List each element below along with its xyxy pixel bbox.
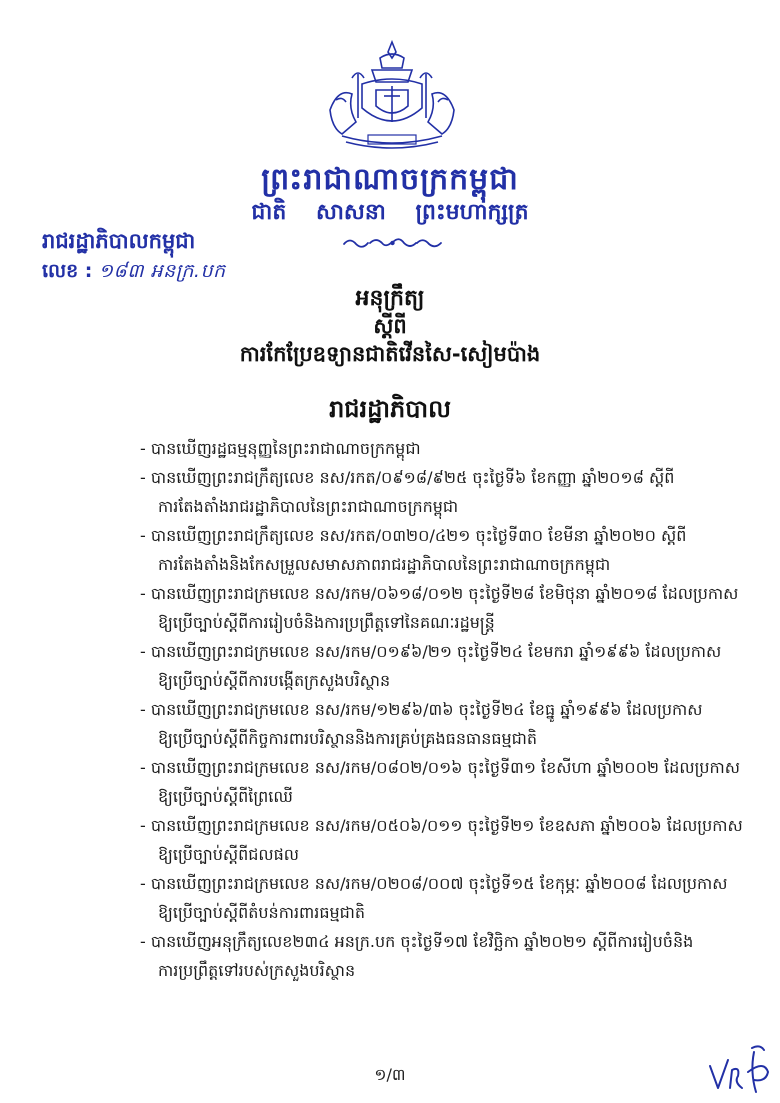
clause-item [140, 753, 745, 811]
clause-line: - បានឃើញព្រះរាជក្រមលេខ នស/រកម/០៥០៦/០១១ ចុះថ្ងៃទី២១ ខែឧសភា ឆ្នាំ២០០៦ ដែលប្រកាស [140, 811, 745, 840]
kingdom-heading: ព្រះរាជាណាចក្រកម្ពុជា [261, 162, 519, 197]
clause-line: ការតែងតាំងនិងកែសម្រួលសមាសភាពរាជរដ្ឋាភិបាលនៃព្រះរាជាណាចក្រកម្ពុជា [158, 555, 611, 574]
clause-line: - បានឃើញព្រះរាជក្រមលេខ នស/រកម/០៦១៨/០១២ ចុះថ្ងៃទី២៨ ខែមិថុនា ឆ្នាំ២០១៨ ដែលប្រកាស [140, 579, 745, 608]
clause-line: ឱ្យប្រើច្បាប់ស្ដីពីព្រៃឈើ [158, 787, 293, 806]
reference-label: លេខ : [42, 260, 93, 282]
reference-number: ១៨៣ អនក្រ.បក [98, 260, 226, 282]
clause-line: - បានឃើញព្រះរាជក្រមលេខ នស/រកម/០៨០២/០១៦ ចុះថ្ងៃទី៣១ ខែសីហា ឆ្នាំ២០០២ ដែលប្រកាស [140, 753, 745, 782]
clause-line: - បានឃើញរដ្ឋធម្មនុញ្ញនៃព្រះរាជាណាចក្រកម្ពុជា [140, 434, 745, 463]
handwritten-initials-icon [706, 1042, 774, 1096]
clause-line: ឱ្យប្រើច្បាប់ស្ដីពីការរៀបចំនិងការប្រព្រឹត្តទៅនៃគណៈរដ្ឋមន្ត្រី [158, 613, 495, 632]
title-about: ស្ដីពី [373, 314, 407, 338]
clause-item [140, 927, 745, 985]
clause-line: ឱ្យប្រើច្បាប់ស្ដីពីការបង្កើតក្រសួងបរិស្ថាន [158, 671, 391, 690]
clause-line: ឱ្យប្រើច្បាប់ស្ដីពីជលផល [158, 845, 300, 864]
clause-line: - បានឃើញព្រះរាជក្រមលេខ នស/រកម/១២៩៦/៣៦ ចុះថ្ងៃទី២៤ ខែធ្នូ ឆ្នាំ១៩៩៦ ដែលប្រកាស [140, 695, 745, 724]
royal-coat-of-arms-icon [322, 38, 462, 153]
clause-item [140, 521, 745, 579]
clause-line: - បានឃើញអនុក្រឹត្យលេខ២៣៤ អនក្រ.បក ចុះថ្ងៃទី១៧ ខែវិច្ឆិកា ឆ្នាំ២០២១ ស្ដីពីការរៀបចំនិង [140, 927, 745, 956]
clause-item [140, 463, 745, 521]
document-subject: ការកែប្រែឧទ្យានជាតិវើនសៃ-សៀមប៉ាង [239, 342, 541, 366]
reference-number-line [42, 259, 226, 287]
body-heading: រាជរដ្ឋាភិបាល [329, 395, 451, 423]
clause-line: - បានឃើញព្រះរាជក្រឹត្យលេខ នស/រកត/០៣២០/៤២១ ចុះថ្ងៃទី៣០ ខែមីនា ឆ្នាំ២០២០ ស្ដីពី [140, 521, 745, 550]
clause-item [140, 434, 745, 463]
clause-list [140, 434, 745, 985]
clause-item [140, 637, 745, 695]
clause-line: ឱ្យប្រើច្បាប់ស្ដីពីតំបន់ការពារធម្មជាតិ [158, 903, 366, 922]
clause-item [140, 579, 745, 637]
clause-item [140, 811, 745, 869]
clause-item [140, 869, 745, 927]
national-motto: ជាតិ សាសនា ព្រះមហាក្សត្រ [251, 200, 529, 225]
issuer-name: រាជរដ្ឋាភិបាលកម្ពុជា [42, 229, 196, 253]
decorative-flourish-icon [340, 234, 445, 252]
page-number: ១/៣ [374, 1065, 406, 1084]
clause-line: ការតែងតាំងរាជរដ្ឋាភិបាលនៃព្រះរាជាណាចក្រកម្ពុជា [158, 497, 459, 516]
clause-item [140, 695, 745, 753]
clause-line: ការប្រព្រឹត្តទៅរបស់ក្រសួងបរិស្ថាន [158, 961, 356, 980]
clause-line: - បានឃើញព្រះរាជក្រមលេខ នស/រកម/០១៩៦/២១ ចុះថ្ងៃទី២៤ ខែមករា ឆ្នាំ១៩៩៦ ដែលប្រកាស [140, 637, 745, 666]
document-type-title: អនុក្រឹត្យ [355, 286, 425, 311]
clause-line: - បានឃើញព្រះរាជក្រមលេខ នស/រកម/០២០៨/០០៧ ចុះថ្ងៃទី១៥ ខែកុម្ភៈ ឆ្នាំ២០០៨ ដែលប្រកាស [140, 869, 745, 898]
clause-line: ឱ្យប្រើច្បាប់ស្ដីពីកិច្ចការពារបរិស្ថាននិងការគ្រប់គ្រងធនធានធម្មជាតិ [158, 729, 538, 748]
clause-line: - បានឃើញព្រះរាជក្រឹត្យលេខ នស/រកត/០៩១៨/៩២៥ ចុះថ្ងៃទី៦ ខែកញ្ញា ឆ្នាំ២០១៨ ស្ដីពី [140, 463, 745, 492]
